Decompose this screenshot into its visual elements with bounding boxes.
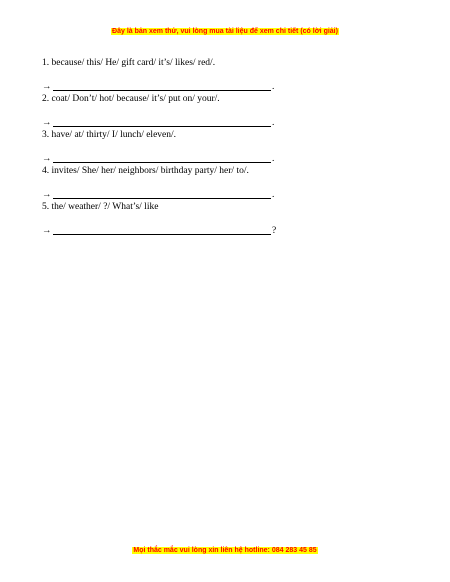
end-punctuation: . — [272, 190, 275, 200]
arrow-icon: → — [42, 154, 52, 164]
end-punctuation: . — [272, 82, 275, 92]
exercise-item-2 — [42, 93, 292, 129]
answer-line — [42, 219, 292, 237]
arrow-icon: → — [42, 82, 52, 92]
exercise-question: 5. the/ weather/ ?/ What’s/ like — [42, 202, 159, 212]
end-punctuation: . — [272, 118, 275, 128]
exercise-item-3 — [42, 129, 292, 165]
exercise-item-4 — [42, 165, 292, 201]
arrow-icon: → — [42, 190, 52, 200]
exercise-list — [42, 57, 292, 237]
answer-blank[interactable] — [53, 117, 271, 127]
end-punctuation: ? — [272, 226, 277, 236]
answer-blank[interactable] — [53, 189, 271, 199]
arrow-icon: → — [42, 118, 52, 128]
answer-blank[interactable] — [53, 153, 271, 163]
exercise-item-1 — [42, 57, 292, 93]
answer-line — [42, 75, 292, 93]
end-punctuation: . — [272, 154, 275, 164]
exercise-question: 3. have/ at/ thirty/ I/ lunch/ eleven/. — [42, 130, 177, 140]
exercise-question: 2. coat/ Don’t/ hot/ because/ it’s/ put on/ your/. — [42, 94, 220, 104]
exercise-item-5 — [42, 201, 292, 237]
answer-blank[interactable] — [53, 225, 271, 235]
arrow-icon: → — [42, 226, 52, 236]
answer-line — [42, 183, 292, 201]
preview-notice-banner — [0, 27, 450, 36]
hotline-banner — [0, 546, 450, 555]
preview-notice-text: Đây là bản xem thử, vui lòng mua tài liệu để xem chi tiết (có lời giải) — [112, 28, 338, 35]
answer-line — [42, 111, 292, 129]
answer-blank[interactable] — [53, 81, 271, 91]
exercise-question: 1. because/ this/ He/ gift card/ it’s/ likes/ red/. — [42, 58, 216, 68]
exercise-question: 4. invites/ She/ her/ neighbors/ birthday party/ her/ to/. — [42, 166, 249, 176]
hotline-text: Mọi thắc mắc vui lòng xin liên hệ hotline: 084 283 45 85 — [133, 547, 317, 554]
answer-line — [42, 147, 292, 165]
